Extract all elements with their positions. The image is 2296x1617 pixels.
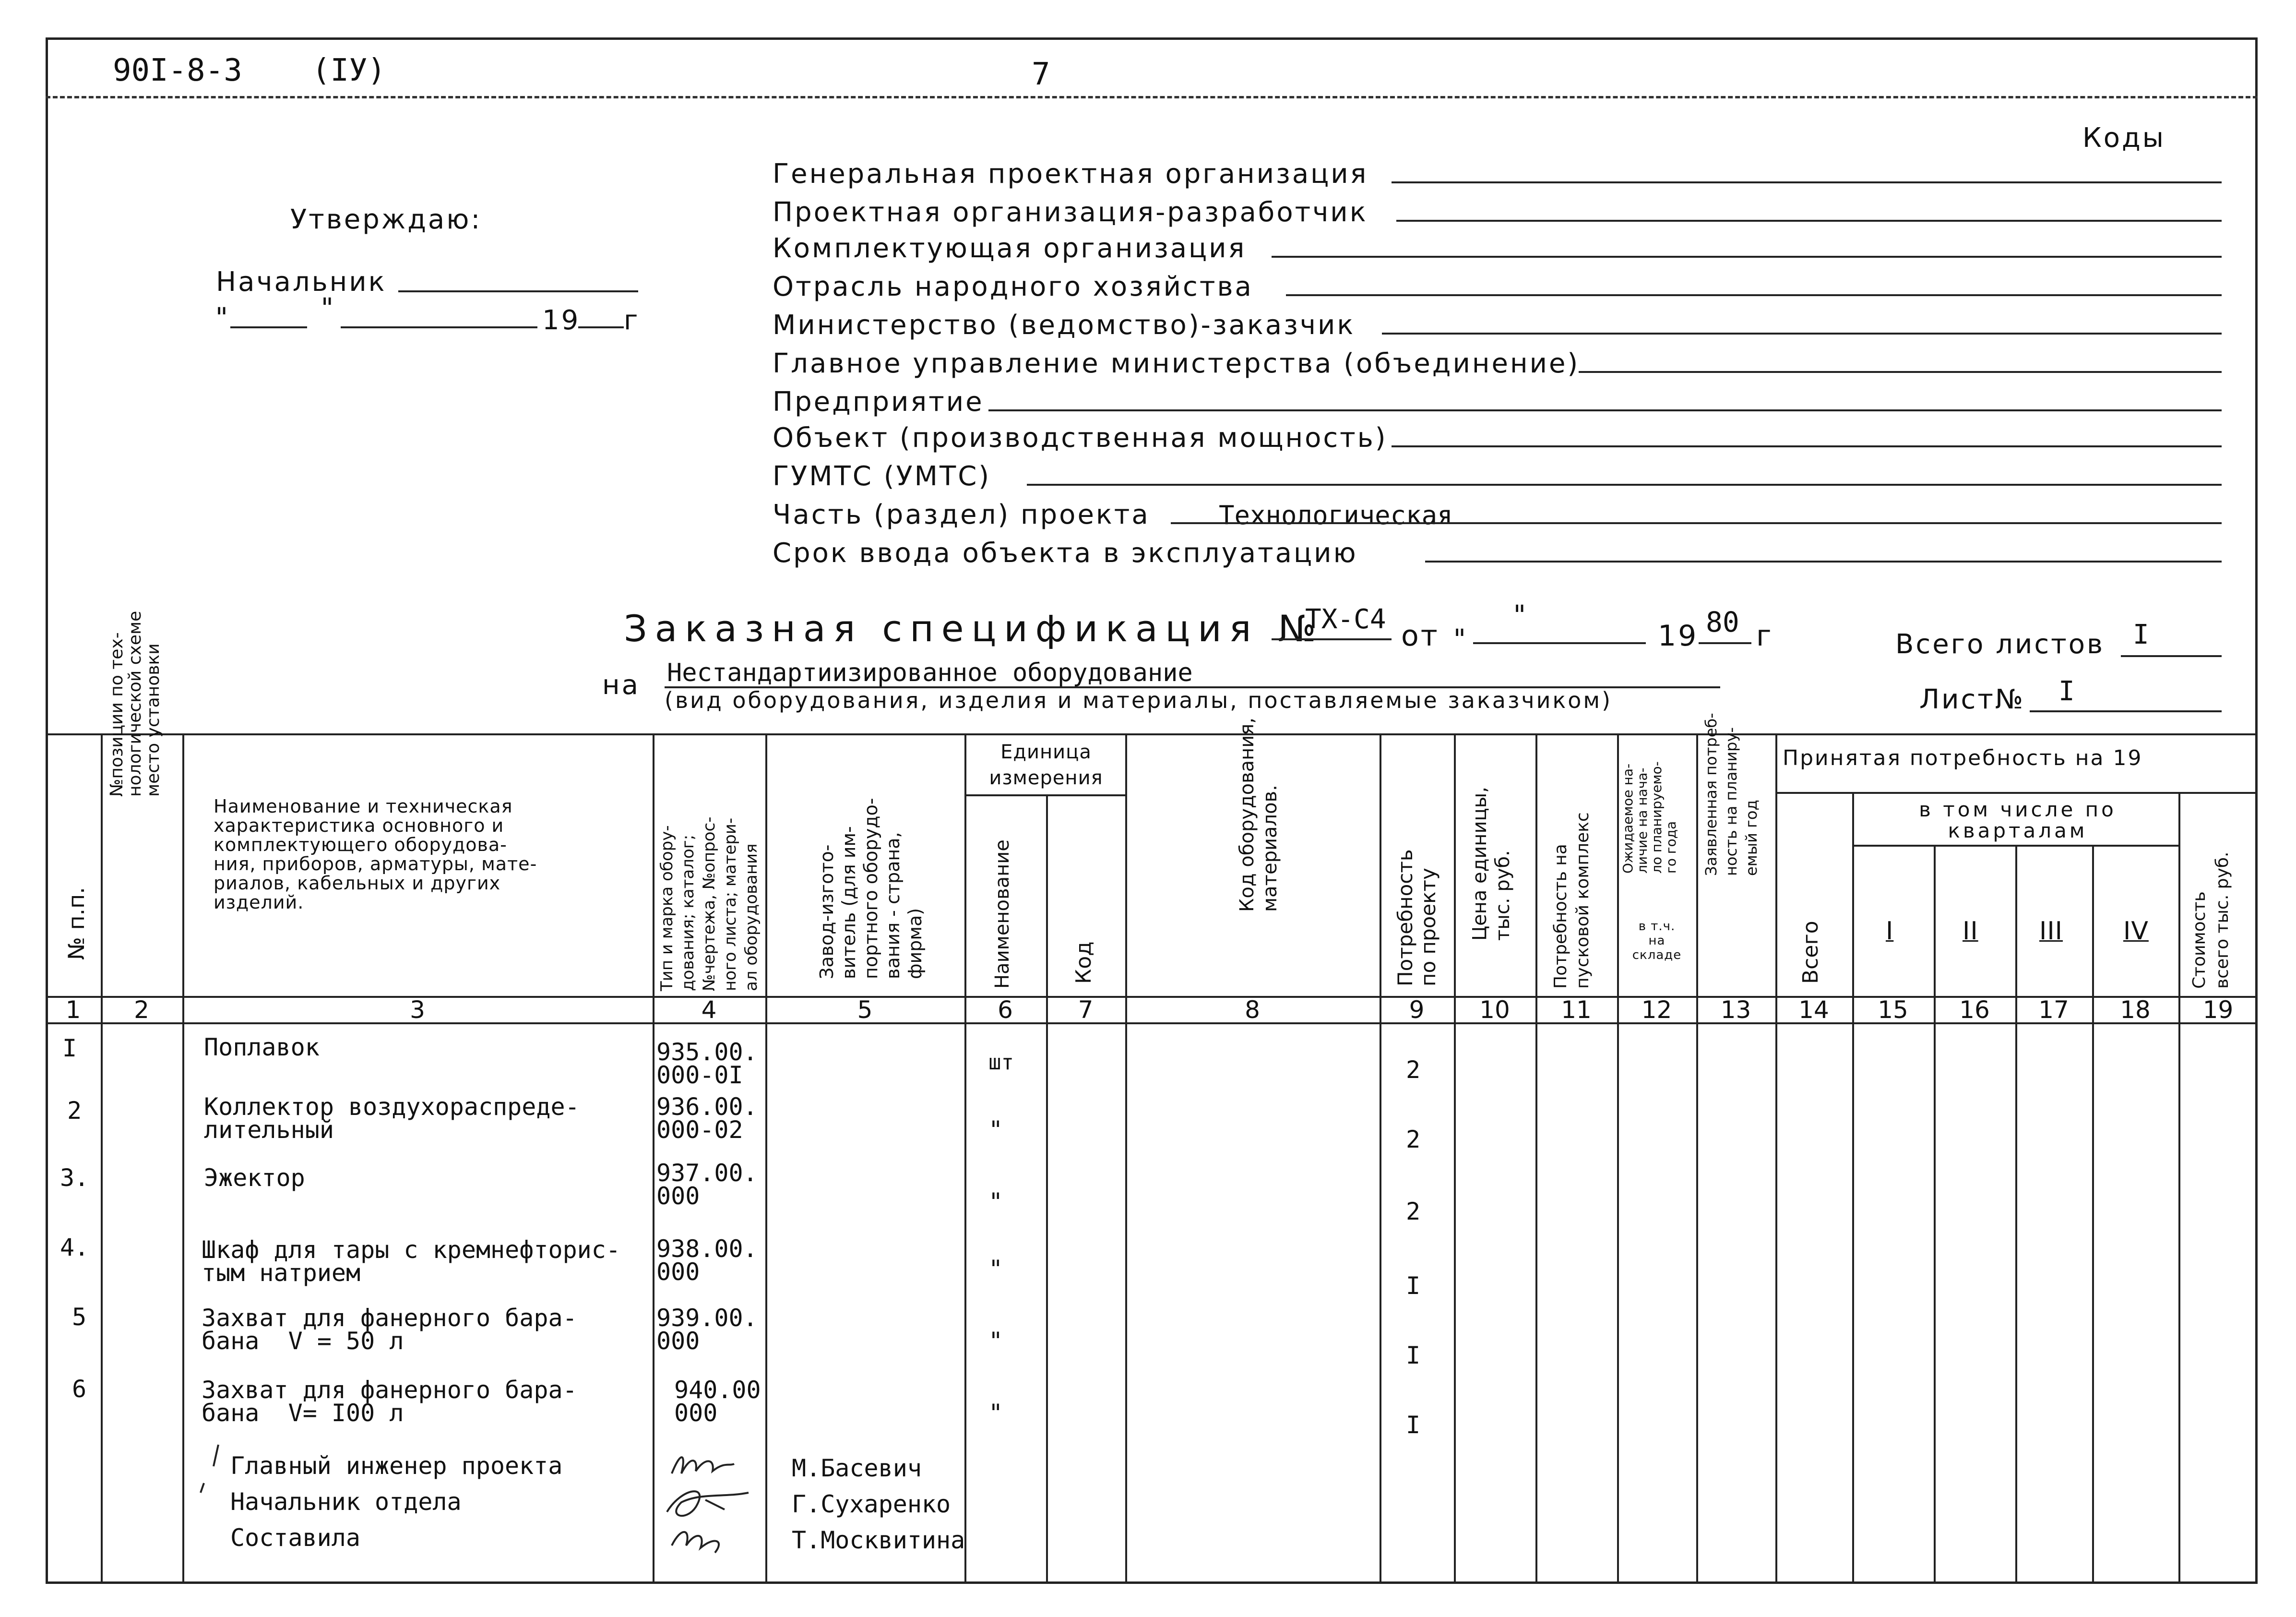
signature-scribble-1	[672, 1457, 734, 1473]
header-col-12-stock-line-1: в т.ч.	[1638, 919, 1676, 934]
spec-year: 80	[1706, 606, 1739, 638]
header-col-4-line-1: Тип и марка обору-	[657, 825, 677, 991]
header-col-12-line-3: ло планируемо-	[1649, 761, 1665, 874]
header-col-12	[1621, 761, 1678, 874]
org-field-line-9	[1171, 522, 2222, 524]
colnum-6: 6	[998, 996, 1013, 1024]
row-3-qty: 2	[1406, 1198, 1421, 1225]
header-col-3-line-3: комплектующего оборудова-	[214, 834, 507, 855]
col-line-13	[1775, 733, 1777, 1584]
header-col-5-line-4: вания - страна,	[882, 832, 904, 979]
tick-mark-1	[214, 1445, 218, 1466]
doc-code: 90I-8-3	[113, 53, 242, 88]
row-4-qty: I	[1406, 1272, 1421, 1300]
colnum-14: 14	[1798, 996, 1829, 1024]
header-col-12-line-2: личие на нача-	[1634, 767, 1650, 874]
total-sheets-line	[2121, 655, 2222, 657]
row-1-name: Поплавок	[204, 1033, 320, 1061]
header-col-12-stock	[1621, 919, 1693, 962]
org-field-line-1	[1396, 220, 2222, 222]
header-col-14: Всего	[1798, 921, 1823, 984]
header-col-2-line-3: место установки	[143, 643, 163, 797]
album-number: (IУ)	[312, 53, 386, 88]
header-col-11-line-2: пусковой комплекс	[1573, 812, 1593, 989]
header-col-12-line-4: го года	[1663, 821, 1679, 874]
signature-role-2: Начальник отдела	[230, 1488, 462, 1516]
total-sheets-value: I	[2133, 619, 2149, 650]
header-col-10-line-1: Цена единицы,	[1469, 787, 1491, 941]
spec-year-line	[1699, 642, 1751, 644]
project-part-value: Технологическая	[1219, 500, 1453, 530]
spec-number: ТХ-С4	[1305, 604, 1386, 635]
row-6-number: 6	[72, 1375, 87, 1403]
row-1-unit: шт	[988, 1050, 1014, 1075]
tick-mark-2	[201, 1483, 204, 1493]
spec-year-suffix: г	[1756, 619, 1773, 653]
org-field-label-8: ГУМТС (УМТС)	[773, 461, 991, 492]
colnum-3: 3	[410, 996, 425, 1024]
row-6-type: 940.00 000	[674, 1376, 761, 1427]
colnum-11: 11	[1561, 996, 1592, 1024]
row-3-number: 3.	[60, 1164, 89, 1192]
colnum-10: 10	[1479, 996, 1510, 1024]
total-sheets-label: Всего листов	[1895, 629, 2105, 660]
header-col-4-line-4: ного листа; матери-	[721, 817, 740, 991]
header-q2: II	[1963, 917, 1978, 946]
colnum-18: 18	[2120, 996, 2151, 1024]
col-line-16	[2015, 845, 2017, 1584]
header-quarters: в том числе по кварталам	[1919, 798, 2117, 842]
codes-label: Коды	[2082, 122, 2165, 154]
header-col-5-line-3: портного оборудо-	[860, 798, 881, 979]
spec-subject: Нестандартиизированное оборудование	[667, 659, 1193, 687]
header-col-13-line-3: емый год	[1742, 800, 1761, 876]
row-4-type: 938.00. 000	[656, 1235, 758, 1286]
org-field-label-3: Отрасль народного хозяйства	[773, 271, 1253, 302]
chief-label: Начальник	[216, 266, 387, 298]
header-col-5-line-5: фирма)	[904, 908, 926, 979]
col-line-12	[1696, 733, 1698, 1584]
header-col-3-line-6: изделий.	[214, 892, 304, 913]
spec-quote-close: "	[1511, 600, 1528, 631]
header-accepted: Принятая потребность на 19	[1783, 746, 2143, 770]
header-q1: I	[1886, 917, 1894, 946]
colnum-2: 2	[134, 996, 149, 1024]
header-col-8	[1236, 718, 1282, 912]
row-2-type: 936.00. 000-02	[656, 1093, 758, 1144]
colnum-13: 13	[1720, 996, 1751, 1024]
header-col-1: № п.п.	[63, 887, 89, 960]
row-5-number: 5	[72, 1303, 87, 1331]
spec-subject-hint: (вид оборудования, изделия и материалы, поставляемые заказчиком)	[665, 687, 1613, 713]
col-line-18	[2178, 792, 2180, 1584]
row-2-name: Коллектор воздухораспреде- лительный	[204, 1093, 580, 1144]
signature-role-1: Главный инженер проекта	[230, 1452, 563, 1480]
spec-title: Заказная спецификация №	[624, 607, 1324, 650]
colnum-4: 4	[701, 996, 717, 1024]
row-5-type: 939.00. 000	[656, 1304, 758, 1355]
colnum-19: 19	[2202, 996, 2234, 1024]
row-4-unit: "	[988, 1255, 1003, 1283]
colnum-5: 5	[857, 996, 873, 1024]
org-field-label-9: Часть (раздел) проекта	[773, 499, 1150, 530]
org-field-label-6: Предприятие	[773, 386, 984, 418]
org-field-label-10: Срок ввода объекта в эксплуатацию	[773, 538, 1358, 569]
table-top-line	[46, 733, 2258, 735]
row-1-number: I	[62, 1034, 77, 1062]
signature-scribble-3	[672, 1532, 719, 1553]
org-field-line-4	[1382, 333, 2222, 335]
approval-day-line	[230, 326, 307, 328]
header-col-12-stock-line-2: на	[1648, 934, 1665, 948]
row-5-qty: I	[1406, 1342, 1421, 1369]
approve-label: Утверждаю:	[290, 204, 482, 235]
header-col-5	[816, 798, 926, 979]
org-field-label-4: Министерство (ведомство)-заказчик	[773, 310, 1356, 341]
header-col-6: Наименование	[991, 839, 1013, 989]
header-col-2-line-2: нологической схеме	[125, 611, 145, 797]
header-col-13-line-1: Заявленная потреб-	[1702, 713, 1720, 876]
signature-tick-marks	[192, 1440, 230, 1497]
row-2-qty: 2	[1406, 1126, 1421, 1153]
header-col-19	[2188, 852, 2234, 989]
colnum-17: 17	[2038, 996, 2069, 1024]
header-col-13	[1701, 713, 1761, 876]
row-1-type: 935.00. 000-0I	[656, 1038, 758, 1089]
sheet-no-line	[2030, 710, 2222, 712]
accepted-header-line	[1775, 792, 2258, 794]
row-6-qty: I	[1406, 1411, 1421, 1439]
unit-header-line	[964, 794, 1125, 796]
org-field-line-0	[1392, 181, 2222, 183]
header-col-19-line-2: всего тыс. руб.	[2213, 851, 2232, 989]
approval-month-line	[341, 326, 537, 328]
header-col-7: Код	[1071, 941, 1096, 984]
row-3-type: 937.00. 000	[656, 1159, 758, 1210]
colnum-16: 16	[1959, 996, 1990, 1024]
sheet-no-value: I	[2058, 676, 2075, 707]
spec-year-prefix: 19	[1658, 619, 1699, 653]
header-col-12-line-1: Ожидаемое на-	[1620, 763, 1636, 874]
signature-scribble-2	[667, 1491, 749, 1516]
header-col-12-stock-line-3: складе	[1632, 948, 1682, 962]
header-col-11	[1550, 812, 1594, 989]
handwritten-signatures-graphic	[653, 1445, 763, 1560]
col-line-17	[2092, 845, 2094, 1584]
header-col-3-line-2: характеристика основного и	[214, 815, 504, 836]
row-2-number: 2	[67, 1097, 82, 1125]
header-divider	[46, 96, 2258, 98]
col-line-14	[1852, 792, 1854, 1584]
col-line-15	[1934, 845, 1936, 1584]
header-col-2	[108, 611, 163, 797]
col-line-6	[1046, 794, 1048, 1584]
colnum-15: 15	[1878, 996, 1908, 1024]
org-field-line-8	[1027, 484, 2222, 486]
colnum-1: 1	[65, 996, 81, 1024]
chief-line	[398, 290, 638, 292]
header-col-9-line-2: по проекту	[1416, 868, 1440, 986]
approval-year-prefix: 19	[542, 305, 581, 336]
signature-role-3: Составила	[230, 1524, 360, 1552]
col-line-1	[101, 733, 103, 1584]
col-line-8	[1380, 733, 1381, 1584]
header-col-10	[1468, 787, 1514, 941]
row-4-number: 4.	[60, 1234, 89, 1261]
header-col-11-line-1: Потребность на	[1551, 844, 1570, 989]
row-3-name: Эжектор	[204, 1164, 305, 1192]
colnum-12: 12	[1641, 996, 1672, 1024]
spec-quote-open: "	[1451, 624, 1468, 655]
header-col-8-line-1: Код оборудования,	[1236, 717, 1258, 912]
spec-number-line	[1272, 638, 1392, 640]
signature-name-1: М.Басевич	[792, 1454, 922, 1482]
org-field-line-10	[1425, 561, 2222, 563]
org-field-label-7: Объект (производственная мощность)	[773, 422, 1388, 454]
colnum-7: 7	[1078, 996, 1094, 1024]
header-col-4-line-5: ал оборудования	[742, 843, 761, 991]
approval-year-line	[578, 326, 624, 328]
row-5-unit: "	[988, 1327, 1003, 1355]
col-line-11	[1617, 733, 1619, 1584]
row-1-qty: 2	[1406, 1056, 1421, 1084]
header-unit: Единица измерения	[989, 741, 1103, 789]
row-4-name: Шкаф для тары с кремнефторис- тым натрием	[202, 1236, 620, 1287]
org-field-label-0: Генеральная проектная организация	[773, 158, 1368, 190]
header-col-4	[656, 817, 762, 992]
org-field-label-2: Комплектующая организация	[773, 233, 1247, 264]
header-col-19-line-1: Стоимость	[2189, 891, 2209, 989]
header-q4: IV	[2123, 917, 2149, 946]
col-line-5	[964, 733, 966, 1584]
org-field-line-2	[1272, 256, 2222, 258]
org-field-label-5: Главное управление министерства (объединение)	[773, 348, 1580, 379]
spec-from-label: от	[1401, 619, 1439, 653]
header-col-3	[214, 797, 537, 912]
header-col-2-line-1: №позиции по тех-	[107, 632, 127, 797]
sheet-no-label: Лист№	[1919, 684, 2025, 715]
approval-quote-open: "	[214, 302, 230, 334]
row-6-name: Захват для фанерного бара- бана V= I00 л	[202, 1376, 577, 1427]
signature-name-2: Г.Сухаренко	[792, 1490, 951, 1518]
header-col-9-line-1: Потребность	[1393, 849, 1417, 986]
row-3-unit: "	[988, 1188, 1003, 1216]
col-line-9	[1454, 733, 1456, 1584]
row-5-name: Захват для фанерного бара- бана V = 50 л	[202, 1304, 577, 1355]
col-line-10	[1535, 733, 1537, 1584]
header-col-5-line-2: витель (для им-	[838, 826, 859, 979]
col-line-2	[182, 733, 184, 1584]
header-col-9	[1394, 849, 1440, 986]
header-col-3-line-5: риалов, кабельных и других	[214, 873, 501, 894]
header-col-10-line-2: тыс. руб.	[1492, 850, 1514, 941]
col-line-4	[765, 733, 767, 1584]
col-line-7	[1125, 733, 1127, 1584]
page-number: 7	[1032, 57, 1050, 92]
approval-quote-close: "	[319, 293, 335, 324]
header-col-3-line-4: ния, приборов, арматуры, мате-	[214, 853, 537, 874]
header-q3: III	[2039, 917, 2063, 946]
org-field-line-7	[1392, 445, 2222, 447]
org-field-line-3	[1286, 294, 2222, 296]
spec-date-line	[1473, 642, 1646, 644]
row-6-unit: "	[988, 1399, 1003, 1427]
org-field-line-5	[1579, 371, 2222, 373]
row-2-unit: "	[988, 1116, 1003, 1144]
header-col-8-line-2: материалов.	[1259, 785, 1281, 912]
colnum-8: 8	[1245, 996, 1260, 1024]
header-col-13-line-2: ность на планиру-	[1722, 727, 1740, 876]
header-col-4-line-2: дования; каталог;	[678, 834, 698, 991]
org-field-label-1: Проектная организация-разработчик	[773, 197, 1368, 228]
header-col-4-line-3: №чертежа, №опрос-	[700, 816, 719, 991]
header-col-5-line-1: Завод-изгото-	[816, 844, 837, 979]
org-field-line-6	[988, 409, 2222, 411]
header-col-3-line-1: Наименование и техническая	[214, 796, 513, 817]
spec-on-label: на	[602, 670, 640, 701]
colnum-9: 9	[1409, 996, 1425, 1024]
signature-name-3: Т.Москвитина	[792, 1526, 965, 1554]
approval-year-suffix: г	[624, 305, 640, 336]
